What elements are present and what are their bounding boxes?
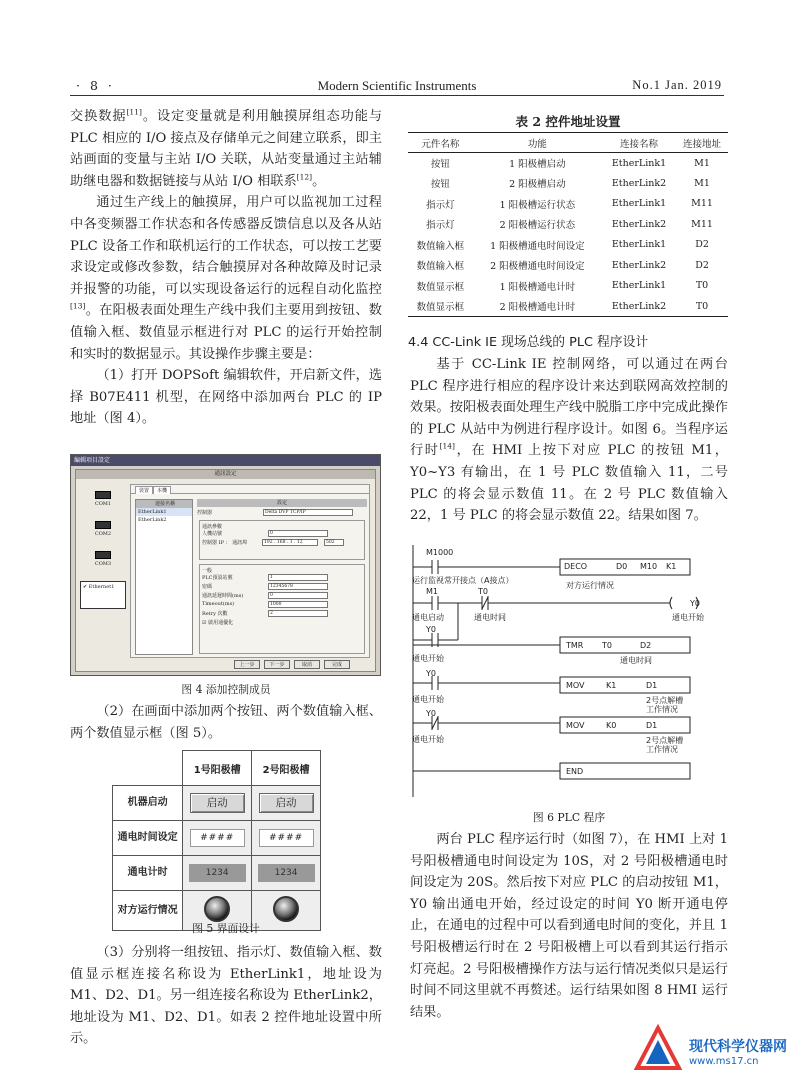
- timeout-input[interactable]: 1000: [268, 601, 328, 608]
- table-cell: EtherLink1: [611, 198, 667, 210]
- port-item[interactable]: COM1: [86, 491, 120, 517]
- logo-text: 现代科学仪器网: [689, 1039, 787, 1055]
- port-icon: [95, 551, 111, 559]
- table-2: 元件名称 功能 连接名称 连接地址 按钮 1 阳极槽启动 EtherLink1 M1 按钮 2 阳极槽启动 EtherLink2 M1 指示灯 1 阳极槽运行状态 EtherLink1 M11 指示灯 2 阳极槽运行状态 EtherLink2 M11 数值输入框 1 阳极槽通电时间设定 EtherLink1 D2 数值输入框 2 阳极槽通电时间设定 EtherLink2 D2 数值显示框 1 阳极槽通电计时 EtherLink1 T0 数值显示框 2 阳极槽通电计时 EtherLink2 T0: [408, 132, 728, 317]
- delay-input[interactable]: 0: [268, 592, 328, 599]
- table-cell: 数值输入框: [416, 261, 465, 273]
- table-cell: T0: [695, 280, 709, 292]
- figure-4-screenshot: [70, 454, 381, 676]
- paragraph: （1）打开 DOPSoft 编辑软件，开启新文件，选择 B07E411 机型，在网络中添加两台 PLC 的 IP 地址（图 4）。: [70, 368, 382, 427]
- link-item[interactable]: EtherLink2: [138, 517, 167, 523]
- table-cell: 2 阳极槽通电时间设定: [490, 261, 585, 273]
- ethernet-item[interactable]: ✔ Ethernet1: [80, 581, 126, 609]
- contact-label: M1000: [426, 548, 454, 557]
- port-item[interactable]: COM2: [86, 521, 120, 547]
- figure-6-caption: 图 6 PLC 程序: [532, 811, 606, 824]
- controller-select[interactable]: Delta DVP TCP/IP: [263, 509, 353, 516]
- status-lamp-icon: [204, 896, 230, 922]
- table-cell: 2 阳极槽运行状态: [499, 220, 576, 232]
- table-row: [408, 214, 728, 235]
- dialog-buttons: [230, 660, 350, 669]
- table-cell: 数值输入框: [416, 240, 465, 252]
- table-cell: 2 阳极槽通电计时: [473, 296, 602, 317]
- right-paragraph-1: 基于 CC-Link IE 控制网络，可以通过在两台 PLC 程序进行相应的程序设计来达到联网高效控制的效果。按阳极表面处理生产线中脱脂工序中完成此操作的 PLC 从站中为例进行程序设计。如图 6。当程序运行时[14]，在 HMI 上按下对应 PLC 的按钮 M1，Y0~Y3 有输出，在 1 号 PLC 数值输入 11，二号 PLC 的将会显示数值 11。在 2 号 PLC 数值输入 22，1 号 PLC 的将会显示数值 22。结果如图 7。: [410, 357, 728, 524]
- table-cell: 指示灯: [426, 220, 455, 232]
- table-cell: EtherLink1: [611, 157, 667, 169]
- right-paragraph-2: 两台 PLC 程序运行时（如图 7），在 HMI 上对 1 号阳极槽通电时间设定为 10S，对 2 号阳极槽通电时间设定为 20S。然后按下对应 PLC 的启动按钮 M1，Y0 输出通电开始，经过设定的时间 Y0 断开通电停止，在通电的过程中可以看到通电时间的变化，并且 1 号阳极槽运行时在 2 号阳极槽上可以看到其运行指示灯亮起。2 号阳极槽操作方法与运行情况类似只是运行时间不同这里就不再赘述。运行结果如图 8 HMI 运行结果。: [410, 832, 728, 1020]
- time-input[interactable]: ####: [259, 829, 314, 847]
- table-cell: 1 阳极槽运行状态: [499, 199, 576, 211]
- table-cell: EtherLink2: [611, 177, 667, 189]
- prev-button[interactable]: 上一步: [234, 660, 260, 669]
- port-item[interactable]: COM3: [86, 551, 120, 577]
- figure-6-ladder: M1000 DECO D0 M10 K1 运行监视常开接点（A接点） 对方运行情况 M1 T0 Y0 通电启动 通电时间 通电开始 Y0 通电开始 TMR T0 D2 通电时间 Y0 通电开始 MOV K1 D1 2号点解槽 工作情况 Y0 通电开始 MOV K0 D1 2号点解槽 工作情况 END: [410, 545, 728, 797]
- table-row: [408, 153, 728, 174]
- retry-input[interactable]: 2: [268, 610, 328, 617]
- timer-display: 1234: [189, 864, 246, 882]
- table-cell: 1 阳极槽通电时间设定: [490, 240, 585, 252]
- page-header: [70, 76, 724, 96]
- table-cell: 按钮: [430, 179, 450, 191]
- start-button[interactable]: 启动: [259, 793, 314, 813]
- left-paragraph-4: （2）在画面中添加两个按钮、两个数值输入框、两个数值显示框（图 5）。: [70, 704, 382, 741]
- port-icon: [95, 491, 111, 499]
- table-cell: EtherLink2: [602, 296, 676, 317]
- station-input[interactable]: 0: [268, 530, 328, 537]
- status-lamp-icon: [273, 896, 299, 922]
- tab-bar: [131, 485, 369, 494]
- table-row: [408, 255, 728, 276]
- finish-button[interactable]: 完成: [324, 660, 350, 669]
- link-list: 連接名稱 EtherLink1 EtherLink2: [135, 499, 193, 655]
- table-cell: M11: [691, 198, 713, 210]
- table-2-title: 表 2 控件地址设置: [515, 114, 621, 129]
- table-row: [408, 173, 728, 194]
- tab-local[interactable]: 本機: [153, 486, 171, 494]
- table-row: [408, 194, 728, 215]
- figure-4-caption: 图 4 添加控制成员: [181, 683, 271, 696]
- logo-url: www.ms17.cn: [689, 1056, 759, 1067]
- tab-device[interactable]: 裝置: [135, 486, 153, 494]
- table-cell: 2 阳极槽启动: [509, 179, 566, 191]
- dialog-inner-title: 通訊設定: [76, 470, 375, 479]
- optimize-checkbox[interactable]: ☑ 啟用通優化: [202, 620, 234, 626]
- link-item[interactable]: EtherLink1: [136, 508, 192, 516]
- figure-5-caption: 图 5 界面设计: [192, 922, 260, 935]
- table-cell: T0: [676, 296, 728, 317]
- table-cell: 指示灯: [426, 199, 455, 211]
- journal-name: Modern Scientific Instruments: [317, 78, 477, 93]
- left-column-top: [70, 106, 382, 430]
- table-row: [408, 296, 728, 317]
- issue-info: No.1 Jan. 2019: [632, 78, 722, 92]
- next-button[interactable]: 下一步: [264, 660, 290, 669]
- table-cell: 1 阳极槽启动: [509, 159, 566, 170]
- figure-5-table: 1号阳极槽 2号阳极槽 机器启动 启动 启动 通电时间设定 #### #### 通电计时 1234 1234 对方运行情况: [112, 750, 321, 931]
- timer-display: 1234: [258, 864, 315, 882]
- table-cell: D2: [695, 259, 709, 271]
- dialog-title: 編輯項目設定: [71, 455, 380, 466]
- logo-icon: [633, 1024, 683, 1074]
- port-icon: [95, 521, 111, 529]
- table-cell: 数值显示框: [408, 296, 473, 317]
- left-paragraph-5: （3）分别将一组按钮、指示灯、数值输入框、数值显示框连接名称设为 EtherLink1，地址设为 M1、D2、D1。另一组连接名称设为 EtherLink2，地址设为 M1、D2、D1。如表 2 控件地址设置中所示。: [70, 945, 382, 1047]
- table-cell: M1: [694, 177, 710, 189]
- start-button[interactable]: 启动: [190, 793, 245, 813]
- site-logo: [633, 1024, 793, 1080]
- table-row: [408, 235, 728, 256]
- table-cell: 按钮: [430, 159, 450, 170]
- paragraph: 通过生产线上的触摸屏，用户可以监视加工过程中各变频器工作状态和各传感器反馈信息以及各从站 PLC 设备工作和联机运行的工作状态，可以按工艺要求设定或修改参数，结合触摸屏对各种故障及时记录并报警的功能，可以实现设备运行的远程自动化监控[13]。在阳极表面处理生产线中我们主要用到按钮、数值输入框、数值显示框进行对 PLC 的运行开始控制和实时的数据显示。其设操作步骤主要是：: [70, 195, 382, 362]
- port-input[interactable]: 502: [324, 539, 344, 546]
- table-cell: EtherLink2: [611, 218, 667, 230]
- paragraph: 交换数据[11]。设定变量就是利用触摸屏组态功能与PLC 相应的 I/O 接点及存储单元之间建立联系，即主站画面的变量与主站 I/O 关联，从站变量通过主站辅助继电器和数据链接与从站 I/O 相联系[12]。: [70, 107, 383, 189]
- plc-station-input[interactable]: 1: [268, 574, 328, 581]
- table-cell: 1 阳极槽通电计时: [499, 281, 576, 293]
- table-cell: 数值显示框: [416, 281, 465, 293]
- section-heading: 4.4 CC-Link IE 现场总线的 PLC 程序设计: [408, 335, 649, 350]
- table-cell: M1: [694, 157, 710, 169]
- ip-input[interactable]: 192 . 168 . 1 . 12: [262, 539, 318, 546]
- table-cell: M11: [691, 218, 713, 230]
- cancel-button[interactable]: 取消: [294, 660, 320, 669]
- time-input[interactable]: ####: [190, 829, 245, 847]
- table-cell: EtherLink2: [611, 259, 667, 271]
- instr-label: DECO: [564, 562, 588, 571]
- column-header: 2号阳极槽: [252, 751, 321, 786]
- table-row: [408, 276, 728, 297]
- port-list: [80, 488, 126, 606]
- column-header: 1号阳极槽: [183, 751, 252, 786]
- table-cell: EtherLink1: [611, 280, 667, 292]
- table-cell: D2: [695, 239, 709, 251]
- password-input[interactable]: 12345678: [268, 583, 328, 590]
- page-number: · 8 ·: [76, 78, 115, 93]
- settings-panel: 設定 控制器 Delta DVP TCP/IP 通訊參數 人機站號 0 控制器 IP ： 通訊埠 192 . 168 . 1 . 12 502 一般 PLC預設站號 1 密碼 12345678 通訊延遲時間(ms) 0 Timeout(ms) 1000 Retry 次數 2 ☑ 啟用通優化: [197, 499, 367, 655]
- table-cell: EtherLink1: [611, 239, 667, 251]
